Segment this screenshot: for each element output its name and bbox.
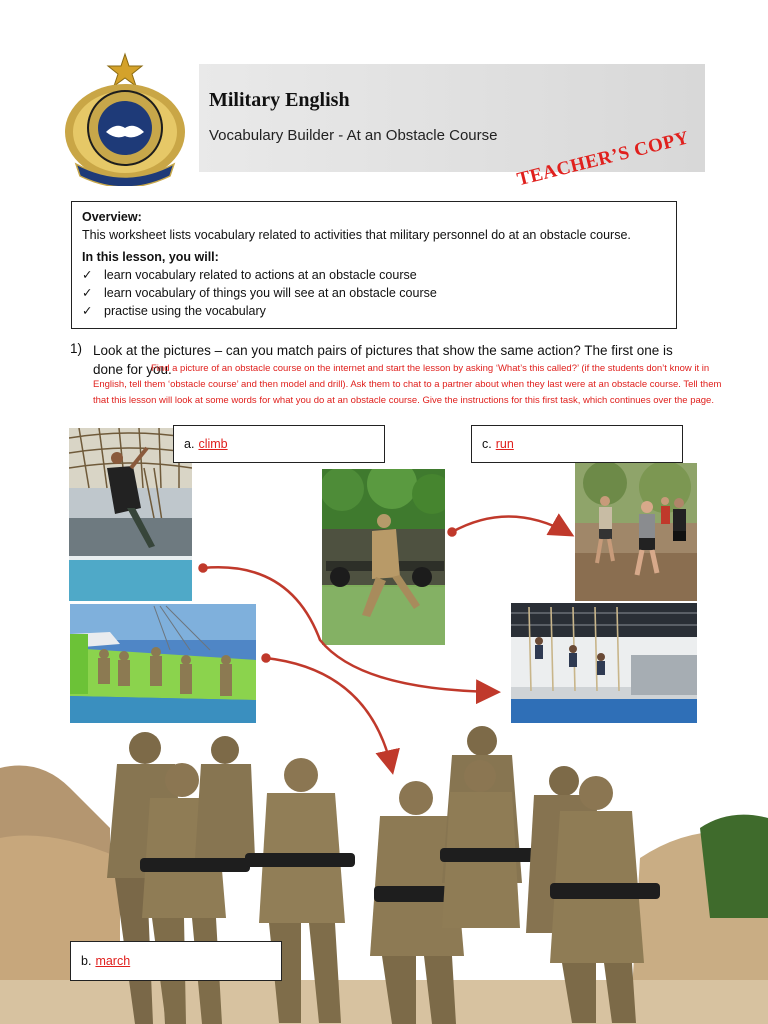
question-number: 1) <box>70 341 83 356</box>
list-item: ✓ learn vocabulary related to actions at an obstacle course <box>82 268 417 282</box>
overview-heading: Overview: <box>82 210 142 224</box>
photo-landing-craft <box>70 604 256 723</box>
label-answer: run <box>495 437 514 451</box>
arrow-walk-to-run <box>452 516 570 534</box>
label-answer: march <box>95 954 131 968</box>
crest-logo <box>62 52 188 186</box>
arrow-start-dot <box>449 529 456 536</box>
check-icon: ✓ <box>82 286 93 300</box>
check-icon: ✓ <box>82 268 93 282</box>
photo-rope-climb-gym <box>511 603 697 723</box>
objectives-list <box>82 266 666 320</box>
label-letter: c. <box>482 437 492 451</box>
label-box-b <box>70 941 282 981</box>
label-box-c <box>471 425 683 463</box>
label-answer: climb <box>198 437 228 451</box>
overview-box <box>71 201 677 329</box>
list-item: ✓ learn vocabulary of things you will see at an obstacle course <box>82 286 437 300</box>
lesson-heading: In this lesson, you will: <box>82 250 219 264</box>
arrow-start-dot <box>263 655 270 662</box>
page-subtitle: Vocabulary Builder - At an Obstacle Course <box>209 127 498 144</box>
label-letter: a. <box>184 437 195 451</box>
question-text: Look at the pictures – can you match pairs of pictures that show the same action? The first one is done for you. <box>93 343 673 377</box>
photo-running-group <box>575 463 697 601</box>
arrow-start-dot <box>200 565 207 572</box>
list-item: ✓ practise using the vocabulary <box>82 304 266 318</box>
teacher-note: Find a picture of an obstacle course on the internet and start the lesson by asking ‘What’s this called?’ (if the students don’t know it in English, tell them ‘obstacle course’ and then model and drill). Ask them to chat to a partner about when they last were at an obstacle course. Tell them that this lesson will look at some words for what you do at an obstacle course. Give the instructions for this first task, which continues over the page. <box>93 363 722 406</box>
photo-soldier-walking <box>322 469 445 645</box>
overview-description: This worksheet lists vocabulary related to activities that military personnel do at an obstacle course. <box>82 228 631 242</box>
label-letter: b. <box>81 954 92 968</box>
teachers-copy-stamp: TEACHER’S COPY <box>515 127 692 191</box>
label-box-a <box>173 425 385 463</box>
check-icon: ✓ <box>82 304 93 318</box>
page-title: Military English <box>209 89 350 111</box>
